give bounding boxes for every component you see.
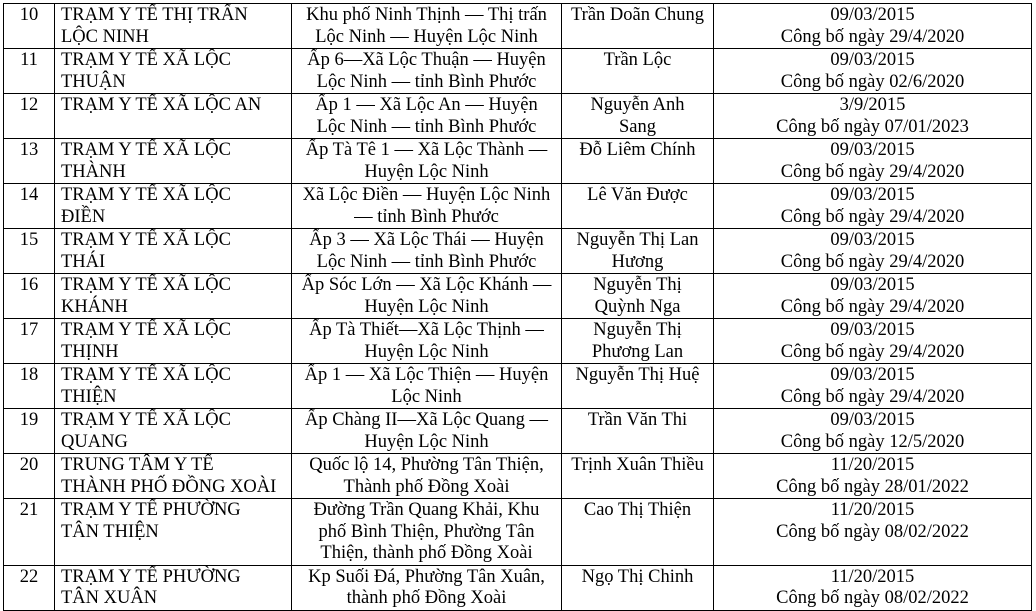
row-number-cell: 11: [4, 49, 55, 94]
responsible-person-cell-line: Nguyễn Thị Huệ: [575, 365, 700, 385]
table-row: [4, 94, 1032, 139]
date-cell-line: Công bố ngày 08/02/2022: [776, 521, 969, 542]
row-number-cell: 14: [4, 184, 55, 229]
date-cell-line: 3/9/2015: [839, 95, 906, 115]
address-cell-line: Lộc Ninh — tỉnh Bình Phước: [316, 251, 537, 272]
station-name-cell-line: TRẠM Y TẾ XÃ LỘC: [61, 275, 231, 295]
station-name-cell-line: TRẠM Y TẾ XÃ LỘC: [61, 50, 231, 70]
address-cell-line: Huyện Lộc Ninh: [364, 431, 489, 452]
responsible-person-cell-line: Phương Lan: [591, 341, 684, 362]
station-name-cell: [55, 454, 292, 499]
station-name-cell: [55, 364, 292, 409]
date-cell-line: Công bố ngày 07/01/2023: [776, 116, 969, 137]
address-cell: [292, 319, 562, 364]
row-number-cell: 13: [4, 139, 55, 184]
row-number-cell: 18: [4, 364, 55, 409]
table-body: [4, 4, 1032, 611]
address-cell-line: Huyện Lộc Ninh: [364, 341, 489, 362]
responsible-person-cell: [562, 454, 714, 499]
station-name-cell: [55, 409, 292, 454]
responsible-person-cell-line: Trịnh Xuân Thiều: [571, 455, 704, 475]
row-number-cell: 15: [4, 229, 55, 274]
address-cell-line: Ấp 1 — Xã Lộc Thiện — Huyện: [304, 365, 549, 385]
responsible-person-cell: [562, 184, 714, 229]
station-name-cell-line: THỊNH: [61, 341, 119, 362]
station-name-cell-line: TRẠM Y TẾ XÃ LỘC: [61, 185, 231, 205]
station-name-cell: [55, 274, 292, 319]
date-cell-line: 11/20/2015: [830, 455, 915, 475]
station-name-cell-line: TRẠM Y TẾ XÃ LỘC: [61, 365, 231, 385]
date-cell-line: Công bố ngày 29/4/2020: [780, 341, 965, 362]
table-row: [4, 4, 1032, 49]
responsible-person-cell-line: Nguyễn Thị Lan: [576, 230, 699, 250]
station-name-cell: [55, 184, 292, 229]
health-station-table: [3, 3, 1032, 611]
station-name-cell: [55, 4, 292, 49]
address-cell-line: Ấp 1 — Xã Lộc An — Huyện: [315, 95, 538, 115]
address-cell-line: Ấp 6—Xã Lộc Thuận — Huyện: [307, 50, 546, 70]
date-cell-line: 09/03/2015: [830, 320, 915, 340]
station-name-cell-line: THÀNH PHỐ ĐỒNG XOÀI: [61, 476, 277, 497]
responsible-person-cell: [562, 94, 714, 139]
station-name-cell-line: THIỆN: [61, 386, 117, 407]
responsible-person-cell-line: Hương: [611, 251, 664, 272]
table-row: [4, 409, 1032, 454]
responsible-person-cell-line: Nguyễn Thị: [593, 275, 682, 295]
date-cell-line: Công bố ngày 02/6/2020: [780, 71, 965, 92]
responsible-person-cell: [562, 364, 714, 409]
row-number-cell: 21: [4, 499, 55, 566]
address-cell: [292, 364, 562, 409]
station-name-cell-line: TRẠM Y TẾ XÃ LỘC: [61, 320, 231, 340]
responsible-person-cell: [562, 229, 714, 274]
station-name-cell-line: THÀNH: [61, 161, 126, 182]
table-row: [4, 319, 1032, 364]
station-name-cell-line: KHÁNH: [61, 296, 128, 317]
address-cell-line: Đường Trần Quang Khải, Khu: [313, 500, 540, 520]
address-cell-line: Lộc Ninh — tỉnh Bình Phước: [316, 116, 537, 137]
date-cell-line: 09/03/2015: [830, 5, 915, 25]
date-cell: [714, 454, 1032, 499]
date-cell-line: 09/03/2015: [830, 410, 915, 430]
date-cell-line: Công bố ngày 29/4/2020: [780, 26, 965, 47]
station-name-cell-line: TRẠM Y TẾ XÃ LỘC: [61, 140, 231, 160]
date-cell: [714, 94, 1032, 139]
date-cell: [714, 229, 1032, 274]
address-cell-line: Thiện, thành phố Đồng Xoài: [320, 543, 533, 563]
date-cell: [714, 49, 1032, 94]
responsible-person-cell: [562, 499, 714, 566]
responsible-person-cell: [562, 274, 714, 319]
address-cell-line: Ấp Tà Tê 1 — Xã Lộc Thành —: [305, 140, 548, 160]
address-cell-line: — tỉnh Bình Phước: [354, 206, 499, 227]
responsible-person-cell: [562, 139, 714, 184]
date-cell: [714, 139, 1032, 184]
date-cell: [714, 274, 1032, 319]
date-cell-line: Công bố ngày 12/5/2020: [780, 431, 965, 452]
address-cell: [292, 274, 562, 319]
date-cell-line: 09/03/2015: [830, 50, 915, 70]
station-name-cell-line: TÂN XUÂN: [61, 588, 158, 608]
station-name-cell-line: TRẠM Y TẾ PHƯỜNG: [61, 500, 241, 520]
date-cell-line: 09/03/2015: [830, 230, 915, 250]
responsible-person-cell-line: Cao Thị Thiện: [583, 500, 692, 520]
responsible-person-cell: [562, 409, 714, 454]
station-name-cell: [55, 139, 292, 184]
responsible-person-cell: [562, 565, 714, 610]
address-cell: [292, 499, 562, 566]
address-cell: [292, 454, 562, 499]
address-cell-line: Quốc lộ 14, Phường Tân Thiện,: [309, 455, 544, 475]
station-name-cell-line: TRUNG TÂM Y TẾ: [61, 455, 214, 475]
station-name-cell-line: QUANG: [61, 431, 128, 452]
station-name-cell-line: TÂN THIỆN: [61, 521, 159, 542]
date-cell: [714, 4, 1032, 49]
date-cell-line: 09/03/2015: [830, 140, 915, 160]
station-name-cell: [55, 94, 292, 139]
station-name-cell-line: TRẠM Y TẾ XÃ LỘC: [61, 230, 231, 250]
address-cell-line: Ấp Tà Thiết—Xã Lộc Thịnh —: [309, 320, 544, 340]
address-cell: [292, 565, 562, 610]
station-name-cell: [55, 499, 292, 566]
date-cell: [714, 565, 1032, 610]
address-cell-line: Lộc Ninh — tỉnh Bình Phước: [316, 71, 537, 92]
row-number-cell: 12: [4, 94, 55, 139]
station-name-cell-line: TRẠM Y TẾ THỊ TRẤN: [61, 5, 248, 25]
document-page: [3, 3, 1031, 611]
station-name-cell: [55, 49, 292, 94]
responsible-person-cell-line: Sang: [619, 116, 656, 137]
responsible-person-cell-line: Nguyễn Thị: [593, 320, 682, 340]
table-row: [4, 274, 1032, 319]
address-cell: [292, 139, 562, 184]
table-row: [4, 454, 1032, 499]
row-number-cell: 17: [4, 319, 55, 364]
date-cell-line: 11/20/2015: [830, 566, 915, 587]
station-name-cell-line: ĐIỀN: [61, 206, 106, 227]
date-cell-line: 09/03/2015: [830, 185, 915, 205]
row-number-cell: 16: [4, 274, 55, 319]
date-cell-line: Công bố ngày 29/4/2020: [780, 251, 965, 272]
address-cell-line: Lộc Ninh: [391, 386, 462, 407]
address-cell-line: Ấp Chàng II—Xã Lộc Quang —: [304, 410, 548, 430]
responsible-person-cell-line: Ngọ Thị Chinh: [581, 566, 694, 587]
date-cell: [714, 499, 1032, 566]
responsible-person-cell: [562, 319, 714, 364]
station-name-cell-line: TRẠM Y TẾ XÃ LỘC: [61, 410, 231, 430]
row-number-cell: 19: [4, 409, 55, 454]
row-number-cell: 22: [4, 565, 55, 610]
date-cell: [714, 184, 1032, 229]
address-cell-line: Kp Suối Đá, Phường Tân Xuân,: [308, 566, 545, 587]
address-cell-line: Lộc Ninh — Huyện Lộc Ninh: [315, 26, 538, 47]
table-row: [4, 499, 1032, 566]
date-cell: [714, 409, 1032, 454]
station-name-cell: [55, 319, 292, 364]
date-cell: [714, 364, 1032, 409]
responsible-person-cell-line: Đỗ Liêm Chính: [579, 140, 696, 160]
address-cell-line: Huyện Lộc Ninh: [364, 161, 489, 182]
address-cell: [292, 229, 562, 274]
address-cell-line: Ấp 3 — Xã Lộc Thái — Huyện: [309, 230, 544, 250]
responsible-person-cell-line: Lê Văn Được: [587, 185, 688, 205]
date-cell-line: Công bố ngày 29/4/2020: [780, 161, 965, 182]
address-cell-line: Khu phố Ninh Thịnh — Thị trấn: [306, 5, 547, 25]
station-name-cell: [55, 229, 292, 274]
date-cell-line: 09/03/2015: [830, 275, 915, 295]
row-number-cell: 10: [4, 4, 55, 49]
address-cell: [292, 184, 562, 229]
station-name-cell-line: LỘC NINH: [61, 26, 149, 47]
responsible-person-cell-line: Trần Lộc: [603, 50, 672, 70]
responsible-person-cell-line: Trần Văn Thi: [587, 410, 688, 430]
station-name-cell: [55, 565, 292, 610]
responsible-person-cell-line: Quỳnh Nga: [594, 296, 681, 317]
address-cell-line: Ấp Sóc Lớn — Xã Lộc Khánh —: [301, 275, 552, 295]
date-cell-line: Công bố ngày 28/01/2022: [776, 476, 969, 497]
address-cell: [292, 4, 562, 49]
responsible-person-cell: [562, 4, 714, 49]
station-name-cell-line: THUẬN: [61, 71, 126, 92]
date-cell-line: Công bố ngày 29/4/2020: [780, 386, 965, 407]
row-number-cell: 20: [4, 454, 55, 499]
date-cell-line: Công bố ngày 29/4/2020: [780, 206, 965, 227]
address-cell-line: Xã Lộc Điền — Huyện Lộc Ninh: [302, 185, 551, 205]
responsible-person-cell-line: Trần Doãn Chung: [571, 5, 704, 25]
station-name-cell-line: TRẠM Y TẾ XÃ LỘC AN: [61, 95, 262, 115]
table-row: [4, 229, 1032, 274]
responsible-person-cell: [562, 49, 714, 94]
table-row: [4, 49, 1032, 94]
date-cell-line: 11/20/2015: [830, 500, 915, 520]
table-row: [4, 139, 1032, 184]
address-cell-line: thành phố Đồng Xoài: [346, 588, 507, 608]
address-cell-line: phố Bình Thiện, Phường Tân: [318, 521, 535, 542]
address-cell: [292, 409, 562, 454]
address-cell-line: Huyện Lộc Ninh: [364, 296, 489, 317]
address-cell: [292, 94, 562, 139]
responsible-person-cell-line: Nguyễn Anh: [590, 95, 685, 115]
station-name-cell-line: THÁI: [61, 251, 106, 272]
date-cell-line: Công bố ngày 08/02/2022: [776, 588, 969, 608]
table-row: [4, 364, 1032, 409]
address-cell: [292, 49, 562, 94]
station-name-cell-line: TRẠM Y TẾ PHƯỜNG: [61, 566, 241, 587]
address-cell-line: Thành phố Đồng Xoài: [343, 476, 510, 497]
table-row: [4, 565, 1032, 610]
date-cell: [714, 319, 1032, 364]
date-cell-line: Công bố ngày 29/4/2020: [780, 296, 965, 317]
date-cell-line: 09/03/2015: [830, 365, 915, 385]
table-row: [4, 184, 1032, 229]
